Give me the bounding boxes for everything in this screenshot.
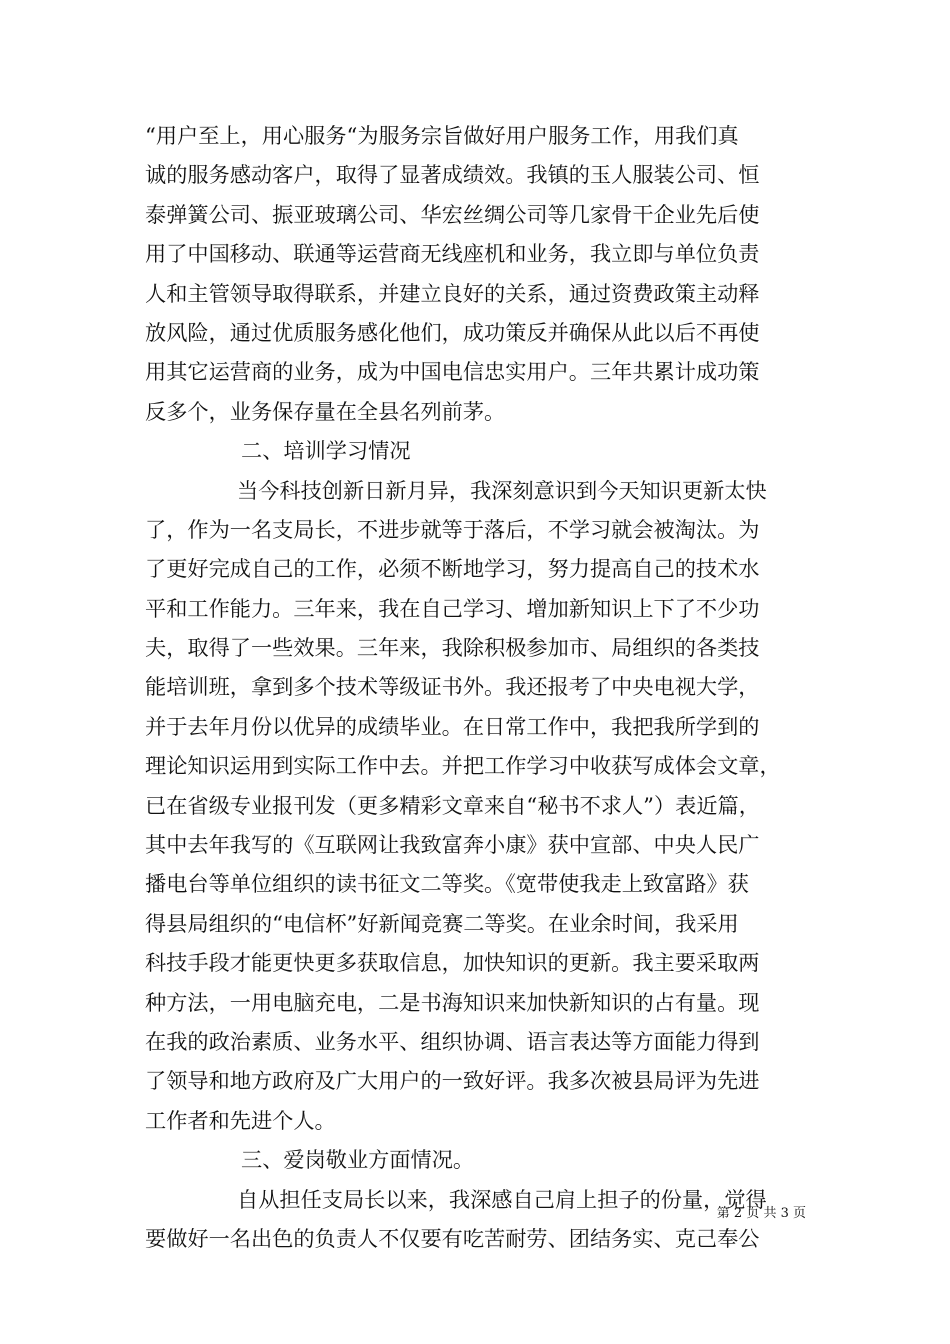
- paragraph-first-line: 自从担任支局长以来，我深感自己肩上担子的份量，觉得: [237, 1186, 767, 1212]
- section-heading: 二、培训学习情况: [241, 438, 411, 464]
- paragraph-line: 用了中国移动、联通等运营商无线座机和业务，我立即与单位负责: [145, 241, 760, 267]
- paragraph-line: 人和主管领导取得联系，并建立良好的关系，通过资费政策主动释: [145, 280, 760, 306]
- paragraph-line: 得县局组织的“电信杯”好新闻竞赛二等奖。在业余时间，我采用: [145, 910, 739, 936]
- paragraph-line: 在我的政治素质、业务水平、组织协调、语言表达等方面能力得到: [145, 1028, 760, 1054]
- paragraph-line: 其中去年我写的《互联网让我致富奔小康》获中宣部、中央人民广: [145, 832, 760, 858]
- paragraph-line: 科技手段才能更快更多获取信息，加快知识的更新。我主要采取两: [145, 950, 760, 976]
- paragraph-line: 诚的服务感动客户，取得了显著成绩效。我镇的玉人服装公司、恒: [145, 162, 760, 188]
- paragraph-line: 能培训班，拿到多个技术等级证书外。我还报考了中央电视大学，: [145, 674, 760, 700]
- paragraph-line: 泰弹簧公司、振亚玻璃公司、华宏丝绸公司等几家骨干企业先后使: [145, 201, 760, 227]
- paragraph-line: 夫，取得了一些效果。三年来，我除积极参加市、局组织的各类技: [145, 635, 760, 661]
- paragraph-line: 要做好一名出色的负责人不仅要有吃苦耐劳、团结务实、克己奉公: [145, 1225, 760, 1251]
- paragraph-first-line: 当今科技创新日新月异，我深刻意识到今天知识更新太快: [237, 477, 767, 503]
- paragraph-line: 放风险，通过优质服务感化他们，成功策反并确保从此以后不再使: [145, 319, 760, 345]
- paragraph-line: “用户至上，用心服务“为服务宗旨做好用户服务工作，用我们真: [145, 123, 739, 148]
- paragraph-line: 工作者和先进个人。: [145, 1107, 336, 1133]
- paragraph-line: 反多个，业务保存量在全县名列前茅。: [145, 398, 506, 424]
- paragraph-line: 并于去年月份以优异的成绩毕业。在日常工作中，我把我所学到的: [145, 713, 760, 739]
- paragraph-line: 平和工作能力。三年来，我在自己学习、增加新知识上下了不少功: [145, 595, 760, 621]
- page-number: 第 2 页 共 3 页: [716, 1206, 806, 1221]
- paragraph-line: 播电台等单位组织的读书征文二等奖。《宽带使我走上致富路》获: [145, 871, 749, 897]
- paragraph-line: 了领导和地方政府及广大用户的一致好评。我多次被县局评为先进: [145, 1068, 760, 1094]
- section-heading: 三、爱岗敬业方面情况。: [241, 1147, 475, 1173]
- paragraph-line: 种方法，一用电脑充电，二是书海知识来加快新知识的占有量。现: [145, 989, 760, 1015]
- paragraph-line: 了，作为一名支局长，不进步就等于落后，不学习就会被淘汰。为: [145, 516, 760, 542]
- paragraph-line: 用其它运营商的业务，成为中国电信忠实用户。三年共累计成功策: [145, 359, 760, 385]
- paragraph-line: 理论知识运用到实际工作中去。并把工作学习中收获写成体会文章，: [145, 753, 781, 779]
- document-body: [145, 116, 815, 1258]
- paragraph-line: 了更好完成自己的工作，必须不断地学习，努力提高自己的技术水: [145, 556, 760, 582]
- paragraph-line: 已在省级专业报刊发（更多精彩文章来自“秘书不求人”）表近篇，: [145, 792, 760, 818]
